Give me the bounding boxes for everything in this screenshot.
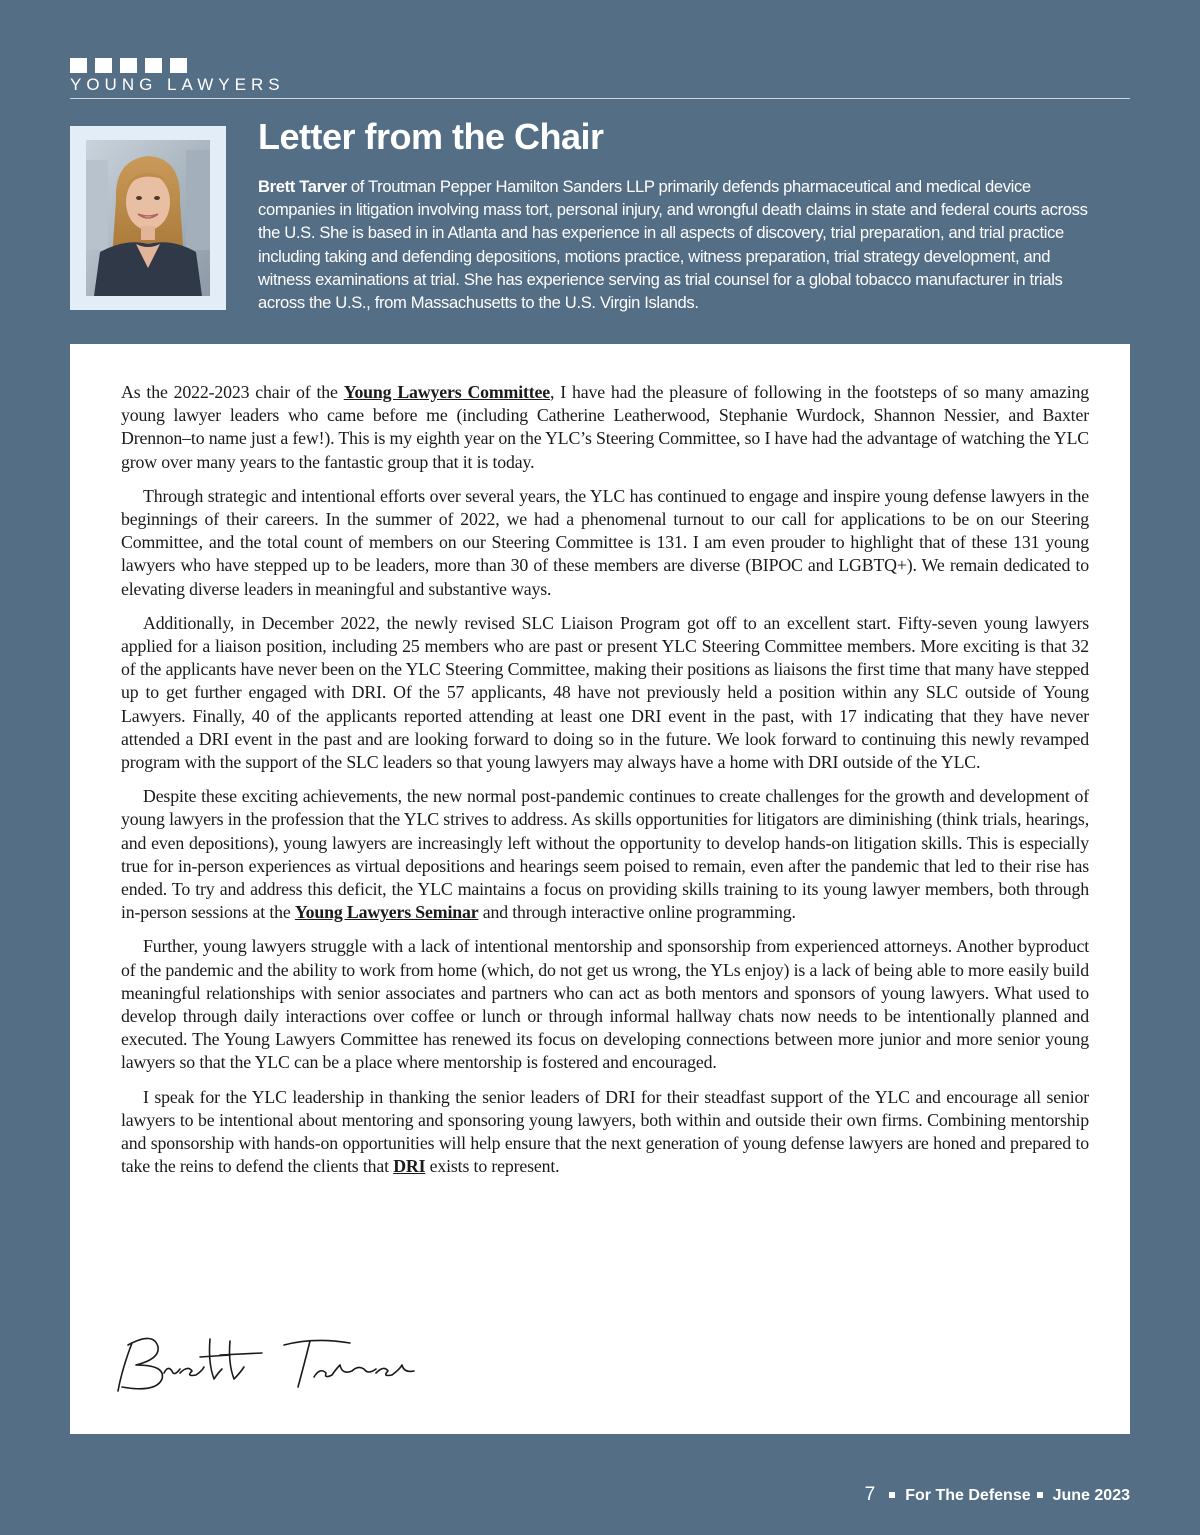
- issue-date: June 2023: [1052, 1487, 1130, 1504]
- header-square: [95, 58, 112, 73]
- page-footer: [865, 1484, 1130, 1506]
- letter-paragraph: [121, 381, 1089, 474]
- young-lawyers-seminar-link[interactable]: Young Lawyers Seminar: [294, 902, 479, 923]
- text-run: Despite these exciting achievements, the new normal post-pandemic continues to create challenges for the growth and development of young lawyers in the profession that the YLC strives to address. As skills opportunities for litigators are diminishing (think trials, hearings, and even depositions), young lawyers are increasingly left without the opportunity to develop hands-on litigation skills. This is especially true for in-person experiences as virtual depositions and hearings seem poised to remain, even after the pandemic that led to their rise has ended. To try and address this deficit, the YLC maintains a focus on providing skills training to its young lawyer members, both through in-person sessions at the: [121, 786, 1089, 923]
- author-photo: [86, 140, 210, 296]
- text-run: As the 2022-2023 chair of the: [121, 382, 344, 402]
- header-square: [170, 58, 187, 73]
- signature: [114, 1329, 434, 1399]
- author-bio-text: of Troutman Pepper Hamilton Sanders LLP primarily defends pharmaceutical and medical device companies in litigation involving mass tort, personal injury, and wrongful death claims in state and federal courts across the U.S. She is based in in Atlanta and has experience in all aspects of discovery, trial preparation, and trial practice including taking and defending depositions, motions practice, witness preparation, trial strategy development, and witness examinations at trial. She has experience serving as trial counsel for a global tobacco manufacturer in trials across the U.S., from Massachusetts to the U.S. Virgin Islands.: [258, 177, 1088, 313]
- footer-bullet: [1037, 1492, 1043, 1498]
- author-bio: [258, 175, 1098, 314]
- section-label: YOUNG LAWYERS: [70, 75, 285, 94]
- header-square: [70, 58, 87, 73]
- text-run: , I have had the pleasure of following in the footsteps of so many amazing young lawyer leaders who came before me (including Catherine Leatherwood, Stephanie Wurdock, Shannon Nessier, and Baxter Drennon–to name just a few!). This is my eighth year on the YLC’s Steering Committee, so I have had the advantage of watching the YLC grow over many years to the fantastic group that it is today.: [121, 382, 1089, 472]
- young-lawyers-committee-link[interactable]: Young Lawyers Committee: [343, 382, 551, 402]
- letter-paragraph: [121, 785, 1089, 924]
- letter-paragraph: Through strategic and intentional efforts over several years, the YLC has continued to engage and inspire young defense lawyers in the beginnings of their careers. In the summer of 2022, we had a phenomenal turnout to our call for applications to be on our Steering Committee, and the total count of members on our Steering Committee is 131. I am even prouder to highlight that of these 131 young lawyers who have stepped up to be leaders, more than 30 of these members are diverse (BIPOC and LGBTQ+). We remain dedicated to elevating diverse leaders in meaningful and substantive ways.: [121, 485, 1089, 599]
- text-run: I speak for the YLC leadership in thanking the senior leaders of DRI for their steadfast support of the YLC and encourage all senior lawyers to be intentional about mentoring and sponsoring young lawyers, both within and outside their own firms. Combining mentorship and sponsorship with hands-on opportunities will help ensure that the next generation of young defense lawyers are honed and prepared to take the reins to defend the clients that: [121, 1086, 1089, 1177]
- header-square: [145, 58, 162, 73]
- publication-name: For The Defense: [905, 1487, 1031, 1504]
- page-number: 7: [864, 1484, 876, 1505]
- letter-paragraph: [121, 1086, 1089, 1179]
- letter-body: [121, 381, 1089, 1190]
- header-square: [120, 58, 137, 73]
- footer-bullet: [889, 1492, 895, 1498]
- article-title: Letter from the Chair: [258, 116, 604, 157]
- header-divider: [70, 98, 1130, 99]
- letter-paragraph: Additionally, in December 2022, the newly revised SLC Liaison Program got off to an excellent start. Fifty-seven young lawyers applied for a liaison position, including 25 members who are past or present YLC Steering Committee members. More exciting is that 32 of the applicants have never been on the YLC Steering Committee, making their positions as liaisons the first time that many have stepped up to get further engaged with DRI. Of the 57 applicants, 48 have not previously held a position within any SLC outside of Young Lawyers. Finally, 40 of the applicants reported attending at least one DRI event in the past, with 17 indicating that they have never attended a DRI event in the past and are looking forward to doing so in the future. We look forward to continuing this newly revamped program with the support of the SLC leaders so that young lawyers may always have a home with DRI outside of the YLC.: [121, 612, 1089, 773]
- text-run: and through interactive online programming.: [478, 902, 796, 923]
- letter-paragraph: Further, young lawyers struggle with a lack of intentional mentorship and sponsorship from experienced attorneys. Another byproduct of the pandemic and the ability to work from home (which, do not get us wrong, the YLs enjoy) is a lack of being able to more easily build meaningful relationships with senior associates and partners who can act as both mentors and sponsors of young lawyers. What used to develop through daily interactions over coffee or lunch or through informal hallway chats now needs to be intentionally planned and executed. The Young Lawyers Committee has renewed its focus on developing connections between more junior and more senior young lawyers so that the YLC can be a place where mentorship is fostered and encouraged.: [121, 936, 1089, 1073]
- text-run: exists to represent.: [425, 1156, 560, 1177]
- dri-link[interactable]: DRI: [393, 1156, 426, 1177]
- author-photo-frame: [70, 126, 226, 310]
- author-name: Brett Tarver: [258, 177, 347, 196]
- letter-panel: [70, 344, 1130, 1434]
- header-squares: [70, 58, 187, 73]
